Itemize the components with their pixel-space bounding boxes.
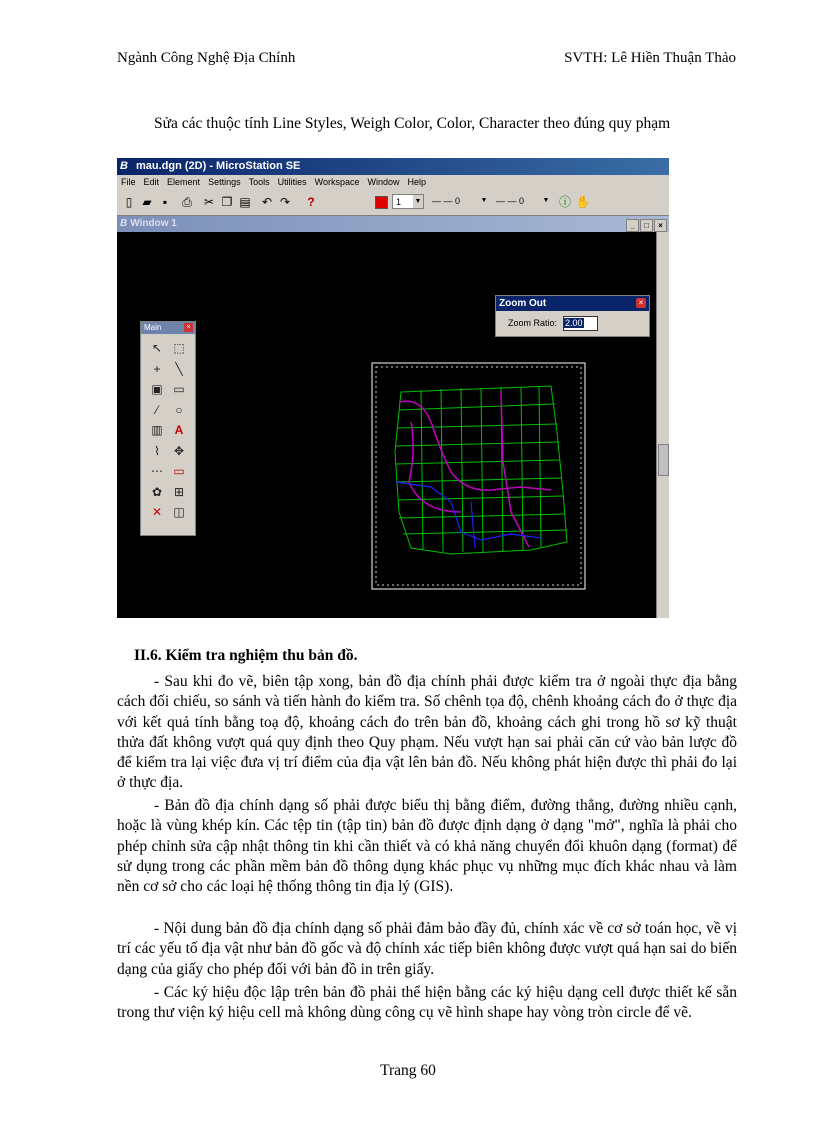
paragraph-3: - Nội dung bản đồ địa chính dạng số phải đảm bảo đầy đủ, chính xác về cơ sở toán học, về vị trí các yếu tố địa vật như bản đồ gốc và độ chính xác tiếp biên không được vượt quá hạn sai do biến dạng của giấy cho phép đối với bản đồ in trên giấy. (117, 920, 737, 978)
menu-file[interactable]: File (121, 177, 136, 187)
page-number: Trang 60 (380, 1062, 436, 1079)
undo-icon[interactable]: ↶ (261, 195, 273, 209)
measure-icon[interactable]: ▭ (173, 464, 185, 478)
menu-element[interactable]: Element (167, 177, 201, 187)
chevron-down-icon: ▼ (413, 195, 423, 208)
level-combo[interactable]: 1 ▼ (392, 194, 424, 209)
paste-icon[interactable]: ▤ (239, 195, 251, 209)
open-folder-icon[interactable]: ▰ (142, 195, 152, 209)
menu-help[interactable]: Help (407, 177, 427, 187)
active-color-swatch[interactable] (375, 196, 388, 209)
menu-window[interactable]: Window (367, 177, 400, 187)
view-icon[interactable]: ◫ (173, 505, 185, 519)
microstation-logo-icon: B (120, 218, 128, 229)
maximize-icon[interactable]: □ (640, 219, 653, 232)
microstation-logo-icon: B (120, 160, 128, 172)
paragraph-2: - Bản đồ địa chính dạng số phải được biểu thị bằng điểm, đường thẳng, đường nhiều cạnh, hoặc là vùng khép kín. Các tệp tin (tập tin) bản đồ được định dạng ở dạng "mở", nghĩa là phải cho phép chỉnh sửa cập nhật thông tin khi cần thiết và có khả năng chuyển đổi khuôn dạng (format) để sử dụng trong các phần mềm bản đồ thông dụng khác phục vụ những mục đích khác nhau và làm nền cơ sở cho các loại hệ thống thông tin địa lý (GIS). (117, 797, 737, 896)
cell-icon[interactable]: ▥ (151, 423, 163, 437)
info-icon[interactable]: ⓘ (558, 195, 571, 209)
place-block-icon[interactable]: ▣ (151, 382, 163, 396)
paragraph-4: - Các ký hiệu độc lập trên bản đồ phải thể hiện bằng các ký hiệu dạng cell được thiết kế sẵn trong thư viện ký hiệu cell mà không dùng công cụ vẽ hình shape hay vòng tròn circle để vẽ. (117, 984, 737, 1022)
zoom-ratio-label: Zoom Ratio: (508, 318, 558, 328)
main-tool-palette (140, 321, 196, 536)
dimension-icon[interactable]: ⌇ (154, 443, 160, 458)
header-right: SVTH: Lê Hiền Thuận Thảo (564, 50, 736, 66)
delete-icon[interactable]: ✕ (151, 505, 163, 519)
vertical-scrollbar[interactable] (656, 232, 669, 618)
toolbar (117, 190, 669, 216)
print-icon[interactable]: ⎙ (182, 195, 192, 209)
line-weight-combo[interactable]: — — 0 ▼ (493, 194, 551, 209)
cut-icon[interactable]: ✂ (203, 195, 215, 209)
minimize-icon[interactable]: _ (626, 219, 639, 232)
select-arrow-icon[interactable]: ↖ (151, 341, 163, 355)
menu-edit[interactable]: Edit (143, 177, 160, 187)
close-icon[interactable]: × (636, 298, 646, 308)
modify-icon[interactable]: ⋯ (151, 464, 163, 478)
header-left: Ngành Công Nghệ Địa Chính (117, 50, 296, 66)
fence-icon[interactable]: ⬚ (173, 341, 185, 355)
menu-settings[interactable]: Settings (208, 177, 241, 187)
place-point-icon[interactable]: + (153, 361, 161, 376)
copy-icon[interactable]: ❐ (221, 195, 233, 209)
zoom-ratio-input[interactable]: 2.00 (563, 316, 598, 331)
place-line-icon[interactable]: ╲ (175, 361, 183, 376)
new-file-icon[interactable]: ▯ (125, 195, 133, 209)
line-style-combo[interactable]: — — 0 ▼ (429, 194, 489, 209)
section-title: II.6. Kiểm tra nghiệm thu bản đồ. (134, 647, 358, 664)
place-circle-icon[interactable]: ○ (175, 402, 183, 417)
close-icon[interactable]: × (654, 219, 667, 232)
intro-paragraph: Sửa các thuộc tính Line Styles, Weigh Color, Color, Character theo đúng quy phạm (154, 115, 671, 132)
parcel-lines (395, 386, 567, 554)
view-window-title-bar (117, 216, 669, 232)
cadastral-map-drawing (371, 362, 586, 590)
menu-utilities[interactable]: Utilities (277, 177, 307, 187)
zoom-out-dialog (495, 295, 650, 337)
close-icon[interactable]: × (184, 323, 193, 332)
app-title: mau.dgn (2D) - MicroStation SE (136, 160, 301, 172)
menu-bar (117, 175, 669, 190)
save-icon[interactable]: ▪ (162, 195, 168, 209)
text-icon[interactable]: A (174, 423, 184, 437)
paragraph-1: - Sau khi đo vẽ, biên tập xong, bản đồ địa chính phải được kiểm tra ở ngoài thực địa bằng cách đối chiếu, so sánh và tiến hành đo kiểm tra. Số chênh tọa độ, chênh khoảng cách đo ở thực địa với kết quả tính bằng toạ độ, khoảng cách đo trên bản đồ, khoảng cách ghi trong hồ sơ kỹ thuật thửa đất không vượt quá quy định theo Quy phạm. Nếu vượt hạn sai phải căn cứ vào bản lược đồ để kiểm tra lại việc đưa vị trí điểm của địa vật lên bản đồ. Nếu không phát hiện được thì phải đo lại ở thực địa. (117, 673, 737, 792)
view-window (117, 216, 669, 618)
move-icon[interactable]: ✥ (173, 443, 185, 458)
hand-icon[interactable]: ✋ (575, 195, 591, 209)
zoom-out-dialog-title: Zoom Out (496, 296, 649, 311)
place-shape-icon[interactable]: ▭ (173, 382, 185, 396)
redo-icon[interactable]: ↷ (279, 195, 291, 209)
chevron-down-icon: ▼ (479, 194, 489, 207)
help-icon[interactable]: ? (307, 195, 315, 209)
chevron-down-icon: ▼ (541, 194, 551, 207)
palette-title: Main (141, 322, 195, 334)
microstation-screenshot (117, 158, 669, 618)
palette-icon[interactable]: ✿ (151, 484, 163, 499)
group-icon[interactable]: ⊞ (173, 484, 185, 499)
place-arc-icon[interactable]: ⁄ (155, 402, 158, 417)
view-window-title: Window 1 (130, 218, 177, 229)
app-title-bar (117, 158, 669, 175)
menu-tools[interactable]: Tools (248, 177, 270, 187)
menu-workspace[interactable]: Workspace (314, 177, 360, 187)
